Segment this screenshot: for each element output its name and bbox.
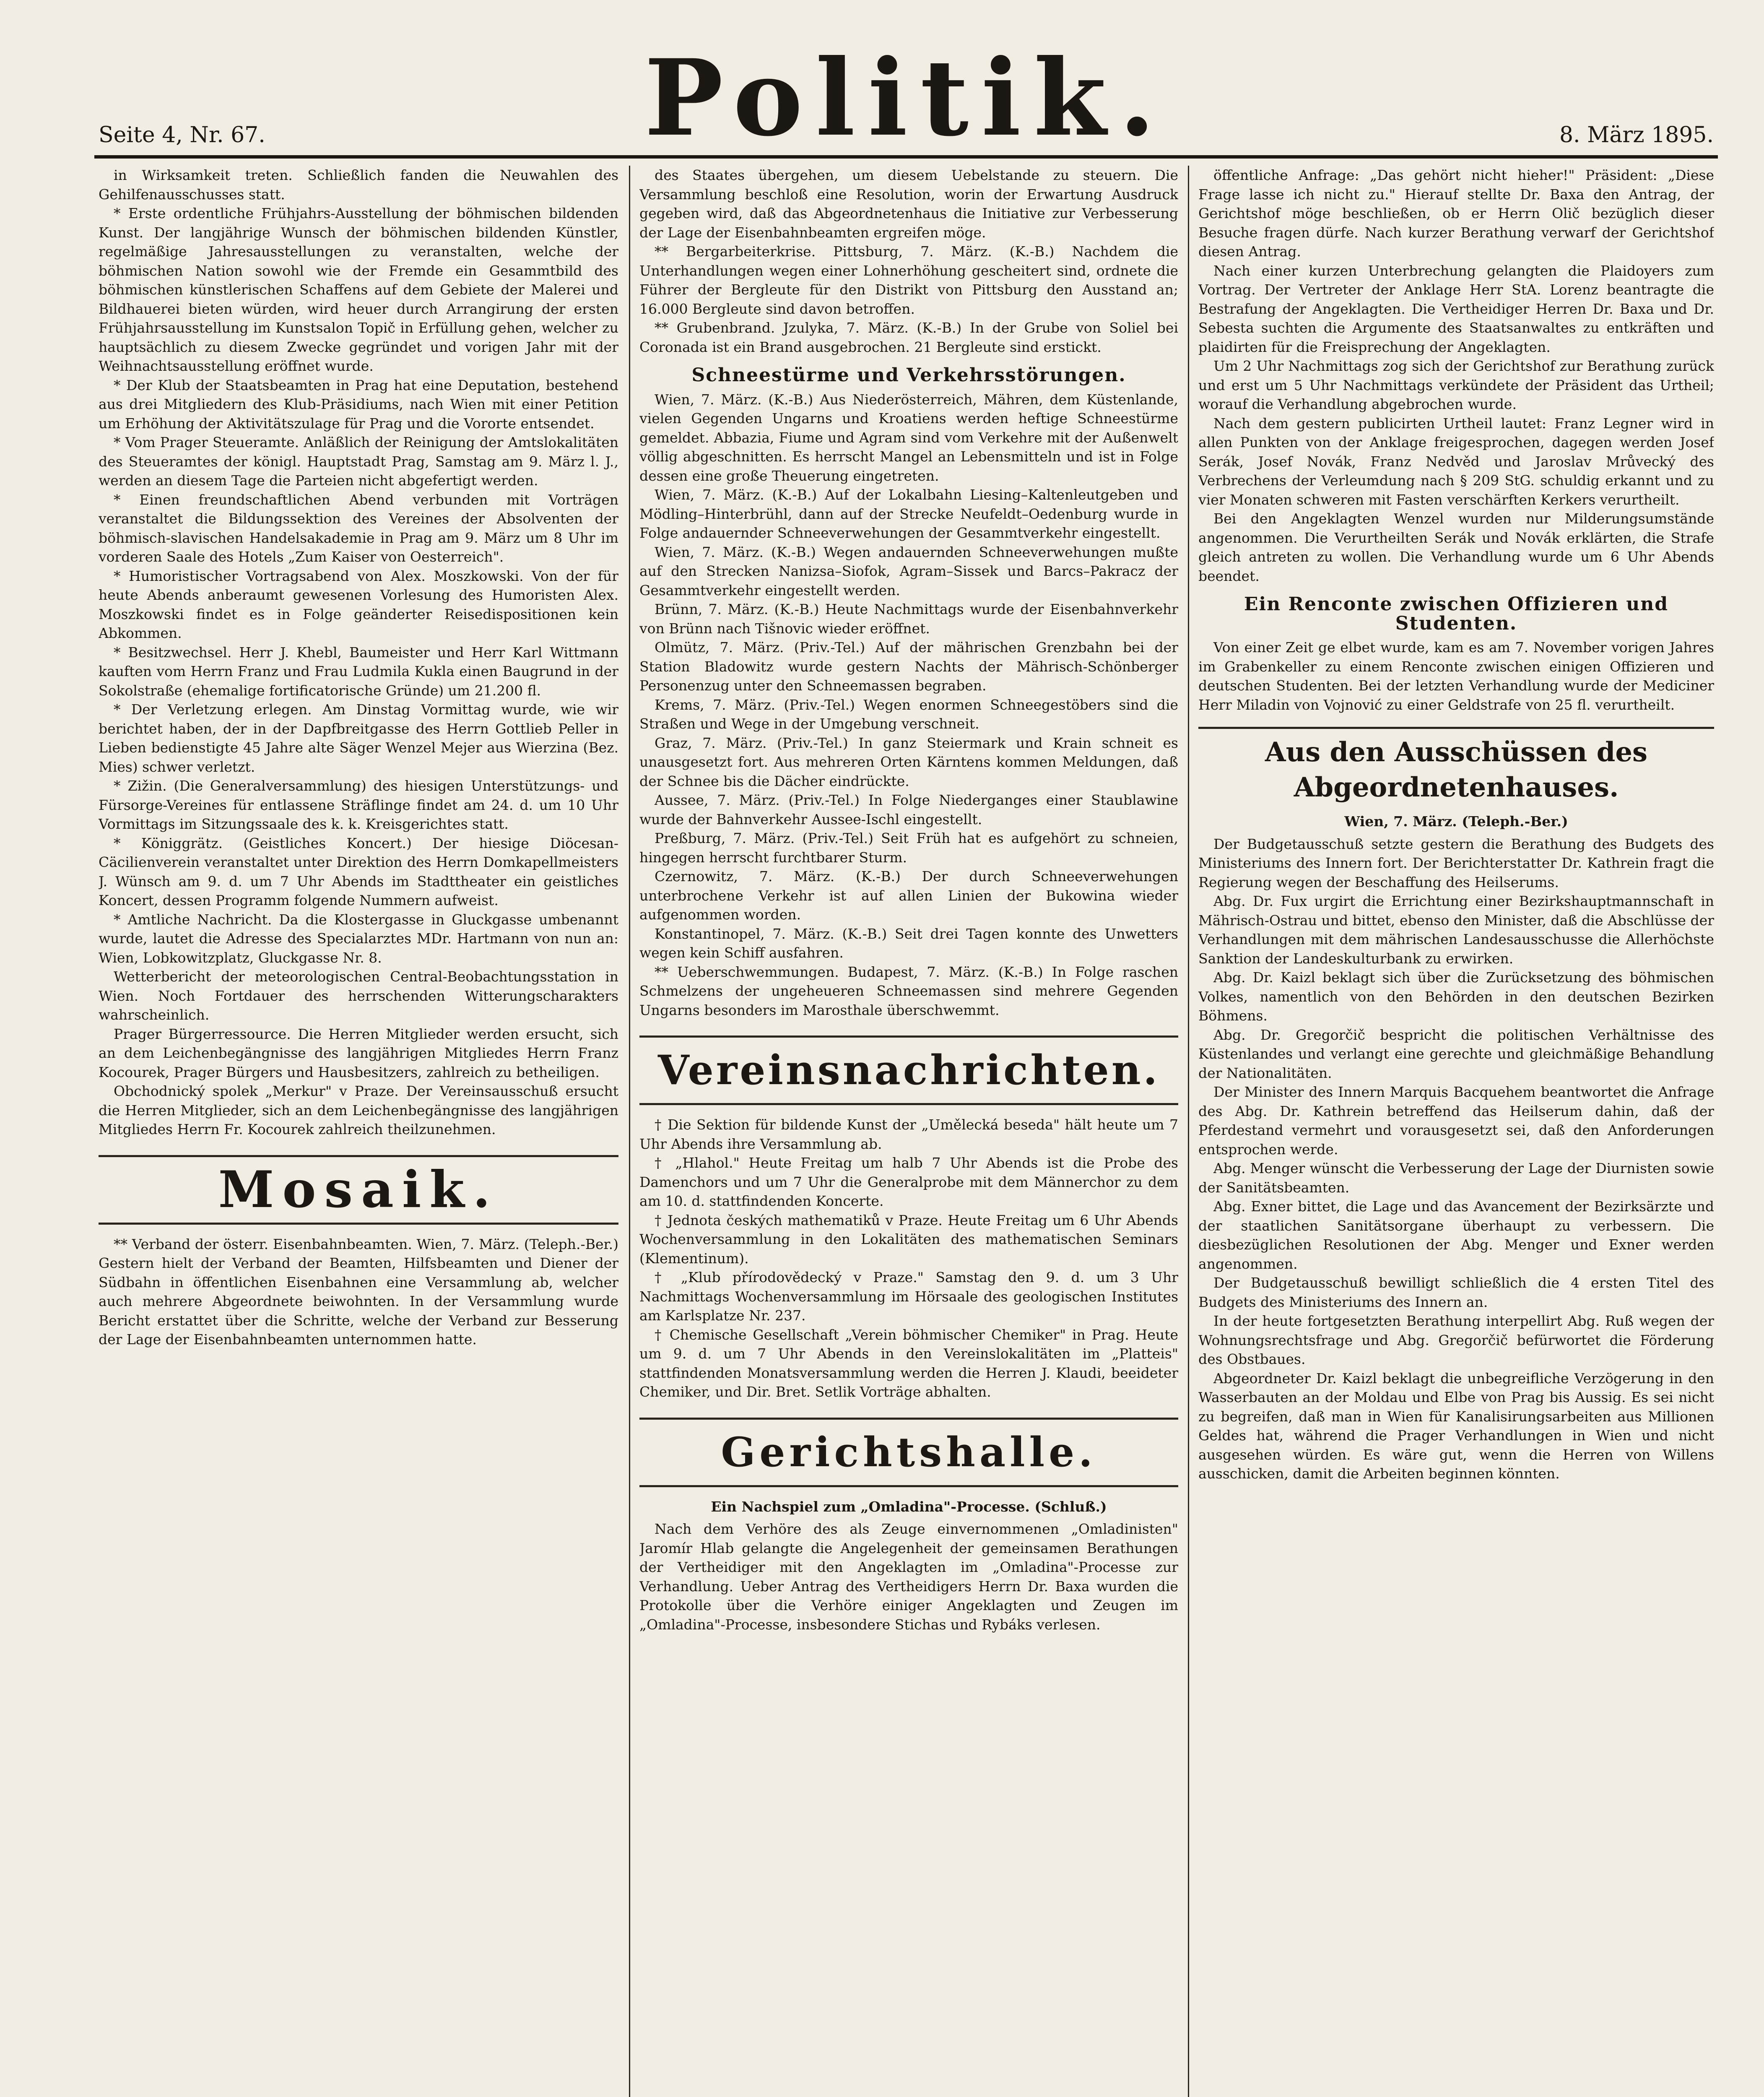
article: öffentliche Anfrage: „Das gehört nicht hieher!" Präsident: „Diese Frage lasse ich nicht zu." Hierauf stellte Dr. Baxa den Antrag, der Gerichtshof möge beschließen, ob er Herrn Olič bezüglich dieser Besuche fragen dürfe. Nach kurzer Berathung verwarf der Gerichtshof diesen Antrag. xyxy=(1198,167,1714,260)
article: Wien, 7. März. (K.-B.) Auf der Lokalbahn Liesing–Kaltenleutgeben und Mödling–Hinterbrühl, dann auf der Strecke Neufeldt–Oedenburg wurde in Folge andauernder Schneeverwehungen der Gesammtverkehr eingestellt. xyxy=(639,487,1178,541)
article: Wetterbericht der meteorologischen Central-Beobachtungsstation in Wien. Noch Fortdauer des herrschenden Witterungscharakters wahrscheinlich. xyxy=(99,968,618,1023)
section-heading-vereinsnachrichten: Vereinsnachrichten. xyxy=(639,1035,1178,1105)
article: Abgeordneter Dr. Kaizl beklagt die unbegreifliche Verzögerung in den Wasserbauten an der Moldau und Elbe von Prag bis Aussig. Es sei nicht zu begreifen, daß man in Wien für Kanalisirungsarbeiten aus Millionen Geldes hat, während die Prager Verhandlungen in Wien und nicht ausgesehen würden. Es wäre gut, wenn die Herren von Willens ausschicken, damit die Arbeiten beginnen könnten. xyxy=(1198,1370,1714,1482)
article: * Zižin. (Die Generalversammlung) des hiesigen Unterstützungs- und Fürsorge-Vereines für entlassene Sträflinge findet am 24. d. um 10 Uhr Vormittags im Sitzungssaale des k. k. Kreisgerichtes statt. xyxy=(99,778,618,832)
article: * Humoristischer Vortragsabend von Alex. Moszkowski. Von der für heute Abends anberaumt gewesenen Vorlesung des Humoristen Alex. Moszkowski findet es in Folge geänderter Reisedispositionen kein Abkommen. xyxy=(99,567,618,641)
article: ** Grubenbrand. Jzulyka, 7. März. (K.-B.) In der Grube von Soliel bei Coronada ist ein Brand ausgebrochen. 21 Bergleute sind erstickt. xyxy=(639,320,1178,355)
subsection-heading: Ein Renconte zwischen Offizieren und Studenten. xyxy=(1244,593,1669,634)
article: Abg. Dr. Kaizl beklagt sich über die Zurücksetzung des böhmischen Volkes, namentlich von den Behörden in den deutschen Bezirken Böhmens. xyxy=(1198,969,1714,1024)
article: ** Bergarbeiterkrise. Pittsburg, 7. März. (K.-B.) Nachdem die Unterhandlungen wegen einer Lohnerhöhung gescheitert sind, ordnete die Führer der Bergleute für den Distrikt von Pittsburg den Ausstand an; 16.000 Bergleute sind davon betroffen. xyxy=(639,243,1178,317)
column-3 xyxy=(1198,166,1714,2097)
article: * Königgrätz. (Geistliches Koncert.) Der hiesige Diöcesan-Cäcilienverein veranstaltet unter Direktion des Herrn Domkapellmeisters J. Wünsch am 9. d. um 7 Uhr Abends im Stadttheater ein geistliches Koncert, dessen Programm folgende Nummern aufweist. xyxy=(99,835,618,908)
article: Obchodnický spolek „Merkur" v Praze. Der Vereinsausschuß ersucht die Herren Mitglieder, sich an dem Leichenbegängnisse des langjährigen Mitgliedes Herrn Fr. Kocourek zahlreich theilzunehmen. xyxy=(99,1083,618,1137)
article: * Amtliche Nachricht. Da die Klostergasse in Gluckgasse umbenannt wurde, lautet die Adresse des Specialarztes MDr. Hartmann von nun an: Wien, Lobkowitzplatz, Gluckgasse Nr. 8. xyxy=(99,911,618,966)
article: † Die Sektion für bildende Kunst der „Umělecká beseda" hält heute um 7 Uhr Abends ihre Versammlung ab. xyxy=(639,1116,1178,1152)
article: † „Hlahol." Heute Freitag um halb 7 Uhr Abends ist die Probe des Damenchors und um 7 Uhr die Generalprobe mit dem Männerchor zu dem am 10. d. stattfindenden Koncerte. xyxy=(639,1155,1178,1209)
article: * Vom Prager Steueramte. Anläßlich der Reinigung der Amtslokalitäten des Steueramtes der königl. Hauptstadt Prag, Samstag am 9. März l. J., werden an diesem Tage die Parteien nicht abgefertigt werden. xyxy=(99,434,618,489)
article: Der Budgetausschuß bewilligt schließlich die 4 ersten Titel des Budgets des Ministeriums des Innern an. xyxy=(1198,1275,1714,1310)
article: des Staates übergehen, um diesem Uebelstande zu steuern. Die Versammlung beschloß eine Resolution, worin der Erwartung Ausdruck gegeben wird, daß das Abgeordnetenhaus die Initiative zur Verbesserung der Lage der Eisenbahnbeamten ergreifen möge. xyxy=(639,167,1178,241)
issue-date: 8. März 1895. xyxy=(1559,122,1714,148)
article: Graz, 7. März. (Priv.-Tel.) In ganz Steiermark und Krain schneit es unausgesetzt fort. Aus mehreren Orten Kärntens kommen Meldungen, daß der Schnee bis die Dächer eindrückte. xyxy=(639,734,1178,789)
article: Olmütz, 7. März. (Priv.-Tel.) Auf der mährischen Grenzbahn bei der Station Bladowitz wurde gestern Nachts der Mährisch-Schönberger Personenzug unter den Schneemassen begraben. xyxy=(639,639,1178,694)
article: Um 2 Uhr Nachmittags zog sich der Gerichtshof zur Berathung zurück und erst um 5 Uhr Nachmittags verkündete der Präsident das Urtheil; worauf die Verhandlung abgebrochen wurde. xyxy=(1198,358,1714,412)
column-rule xyxy=(629,166,630,2097)
article: Nach dem gestern publicirten Urtheil lautet: Franz Legner wird in allen Punkten von der Anklage freigesprochen, dagegen werden Josef Serák, Josef Novák, Franz Nedvěd und Jaroslav Mrůvecký des Verbrechens der Verleumdung nach § 209 StG. schuldig erkannt und zu vier Monaten schweren mit Fasten verschärften Kerkers verurtheilt. xyxy=(1198,415,1714,508)
article: In der heute fortgesetzten Berathung interpellirt Abg. Ruß wegen der Wohnungsrechtsfrage und Abg. Gregorčič befürwortet die Förderung des Obstbaues. xyxy=(1198,1313,1714,1367)
article: Von einer Zeit ge elbet wurde, kam es am 7. November vorigen Jahres im Grabenkeller zu einem Renconte zwischen einigen Offizieren und deutschen Studenten. Bei der letzten Verhandlung wurde der Mediciner Herr Miladin von Vojnović zu einer Geldstrafe von 25 fl. verurtheilt. xyxy=(1198,639,1714,713)
column-rule xyxy=(1188,166,1189,2097)
article: Abg. Dr. Fux urgirt die Errichtung einer Bezirkshauptmannschaft in Mährisch-Ostrau und bittet, ebenso den Minister, daß die Abschlüsse der Verhandlungen mit dem mährischen Landesausschusse die Allerhöchste Sanktion der Landeskulturbank zu erwirken. xyxy=(1198,893,1714,967)
column-1 xyxy=(99,166,618,2097)
article: Wien, 7. März. (K.-B.) Aus Niederösterreich, Mähren, dem Küstenlande, vielen Gegenden Ungarns und Kroatiens werden heftige Schneestürme gemeldet. Abbazia, Fiume und Agram sind vom Verkehre mit der Außenwelt völlig abgeschnitten. Es herrscht Mangel an Lebensmitteln und ist in Folge dessen eine große Theuerung eingetreten. xyxy=(639,391,1178,484)
article: * Einen freundschaftlichen Abend verbunden mit Vorträgen veranstaltet die Bildungssektion des Vereines der Absolventen der böhmisch-slavischen Handelsakademie in Prag am 9. März um 8 Uhr im vorderen Saale des Hotels „Zum Kaiser von Oesterreich". xyxy=(99,491,618,565)
article: * Erste ordentliche Frühjahrs-Ausstellung der böhmischen bildenden Kunst. Der langjährige Wunsch der böhmischen bildenden Künstler, regelmäßige Jahresausstellungen zu veranstalten, welche der böhmischen Nation sowohl wie der Fremde ein Gesammtbild des böhmischen künstlerischen Schaffens auf dem Gebiete der Malerei und Bildhauerei bieten würden, wird heuer durch Arrangirung der ersten Frühjahrsausstellung im Kunstsalon Topič in Erfüllung gehen, welcher zu hauptsächlich zu diesem Zwecke gegründet und vorigen Jahr mit der Weihnachtsausstellung eröffnet wurde. xyxy=(99,205,618,374)
section-title: Politik. xyxy=(644,36,1168,159)
article: * Besitzwechsel. Herr J. Khebl, Baumeister und Herr Karl Wittmann kauften vom Herrn Franz und Frau Ludmila Kukla einen Baugrund in der Sokolstraße (ehemalige fortificatorische Gründe) um 21.200 fl. xyxy=(99,644,618,699)
article: Krems, 7. März. (Priv.-Tel.) Wegen enormen Schneegestöbers sind die Straßen und Wege in der Umgebung verschneit. xyxy=(639,696,1178,732)
article: † Chemische Gesellschaft „Verein böhmischer Chemiker" in Prag. Heute um 9. d. um 7 Uhr Abends in den Vereinslokalitäten im „Platteis" stattfindenden Monatsversammlung werden die Herren J. Klaudi, beeideter Chemiker, und Dir. Bret. Setlik Vorträge abhalten. xyxy=(639,1326,1178,1400)
section-heading-mosaik: Mosaik. xyxy=(99,1155,618,1225)
article: Der Budgetausschuß setzte gestern die Berathung des Budgets des Ministeriums des Innern fort. Der Berichterstatter Dr. Kathrein fragt die Regierung wegen der Beschaffung des Heilserums. xyxy=(1198,835,1714,890)
article: Prager Bürgerressource. Die Herren Mitglieder werden ersucht, sich an dem Leichenbegängnisse des langjährigen Mitgliedes Herrn Franz Kocourek, Prager Bürgers und Hausbesitzers, zahlreich zu betheiligen. xyxy=(99,1025,618,1080)
dateline: Wien, 7. März. (Teleph.-Ber.) xyxy=(1344,813,1568,830)
section-heading-ausschuesse: Aus den Ausschüssen des Abgeordnetenhauses. xyxy=(1198,727,1714,805)
article: Preßburg, 7. März. (Priv.-Tel.) Seit Früh hat es aufgehört zu schneien, hingegen herrscht furchtbarer Sturm. xyxy=(639,830,1178,866)
article: † „Klub přírodovědecký v Praze." Samstag den 9. d. um 3 Uhr Nachmittags Wochenversammlung im Hörsaale des geologischen Institutes am Karlsplatze Nr. 237. xyxy=(639,1269,1178,1324)
article: ** Ueberschwemmungen. Budapest, 7. März. (K.-B.) In Folge raschen Schmelzens der ungeheueren Schneemassen sind mehrere Gegenden Ungarns besonders im Marosthale überschwemmt. xyxy=(639,963,1178,1018)
article: Der Minister des Innern Marquis Bacquehem beantwortet die Anfrage des Abg. Dr. Kathrein betreffend das Heilserum dahin, daß der Pferdestand vermehrt und vorausgesetzt sei, daß den Anforderungen entsprochen werde. xyxy=(1198,1084,1714,1158)
article: ** Verband der österr. Eisenbahnbeamten. Wien, 7. März. (Teleph.-Ber.) Gestern hielt der Verband der Beamten, Hilfsbeamten und Diener der Südbahn in öffentlichen Eisenbahnen eine Versammlung ab, welcher auch mehrere Abgeordnete beiwohnten. In der Versammlung wurde Bericht erstattet über die Schritte, welche der Verband zur Besserung der Lage der Eisenbahnbeamten unternommen hatte. xyxy=(99,1236,618,1348)
article: Brünn, 7. März. (K.-B.) Heute Nachmittags wurde der Eisenbahnverkehr von Brünn nach Tišnovic wieder eröffnet. xyxy=(639,601,1178,637)
article: in Wirksamkeit treten. Schließlich fanden die Neuwahlen des Gehilfenausschusses statt. xyxy=(99,167,618,203)
article: Abg. Menger wünscht die Verbesserung der Lage der Diurnisten sowie der Sanitätsbeamten. xyxy=(1198,1160,1714,1196)
article: Nach einer kurzen Unterbrechung gelangten die Plaidoyers zum Vortrag. Der Vertreter der Anklage Herr StA. Lorenz beantragte die Bestrafung der Angeklagten. Die Vertheidiger Herren Dr. Baxa und Dr. Sebesta suchten die Argumente des Staatsanwaltes zu entkräften und plaidirten für die Freisprechung der Angeklagten. xyxy=(1198,262,1714,355)
page-header xyxy=(94,17,1718,159)
subsection-heading: Schneestürme und Verkehrsstörungen. xyxy=(691,364,1126,386)
article: Abg. Dr. Gregorčič bespricht die politischen Verhältnisse des Küstenlandes und verlangt eine gerechte und gleichmäßige Behandlung der Nationalitäten. xyxy=(1198,1026,1714,1081)
article: Bei den Angeklagten Wenzel wurden nur Milderungsumstände angenommen. Die Verurtheilten Serák und Novák erklärten, die Strafe gleich antreten zu wollen. Die Verhandlung wurde um 6 Uhr Abends beendet. xyxy=(1198,510,1714,584)
column-2 xyxy=(639,166,1178,2097)
article: Nach dem Verhöre des als Zeuge einvernommenen „Omladinisten" Jaromír Hlab gelangte die Angelegenheit der gemeinsamen Berathungen der Vertheidiger mit den Angeklagten im „Omladina"-Processe zur Verhandlung. Ueber Antrag des Vertheidigers Herrn Dr. Baxa wurden die Protokolle über die Verhöre einiger Angeklagten und Zeugen im „Omladina"-Processe, insbesondere Stichas und Rybáks verlesen. xyxy=(639,1521,1178,1633)
article: * Der Verletzung erlegen. Am Dinstag Vormittag wurde, wie wir berichtet haben, der in der Dapfbreitgasse des Herrn Gottlieb Peller in Lieben bedienstigte 45 Jahre alte Säger Wenzel Mejer aus Wierzina (Bez. Mies) schwer verletzt. xyxy=(99,701,618,775)
section-heading-gerichtshalle: Gerichtshalle. xyxy=(639,1418,1178,1487)
article: Wien, 7. März. (K.-B.) Wegen andauernden Schneeverwehungen mußte auf den Strecken Nanizsa–Siofok, Agram–Sissek und Barcs–Pakracz der Gesammtverkehr eingestellt werden. xyxy=(639,544,1178,598)
article: Czernowitz, 7. März. (K.-B.) Der durch Schneeverwehungen unterbrochene Verkehr ist auf allen Linien der Bukowina wieder aufgenommen worden. xyxy=(639,868,1178,923)
article: * Der Klub der Staatsbeamten in Prag hat eine Deputation, bestehend aus drei Mitgliedern des Klub-Präsidiums, nach Wien mit einer Petition um Erhöhung der Aktivitätszulage für Prag und die Vororte entsendet. xyxy=(99,377,618,432)
article: Abg. Exner bittet, die Lage und das Avancement der Bezirksärzte und der staatlichen Sanitätsorgane überhaupt zu verbessern. Die diesbezüglichen Resolutionen der Abg. Menger und Exner werden angenommen. xyxy=(1198,1198,1714,1272)
article: † Jednota českých mathematiků v Praze. Heute Freitag um 6 Uhr Abends Wochenversammlung in den Lokalitäten des mathematischen Seminars (Klementinum). xyxy=(639,1212,1178,1267)
page-number: Seite 4, Nr. 67. xyxy=(99,122,265,148)
article-heading: Ein Nachspiel zum „Omladina"-Processe. (Schluß.) xyxy=(711,1498,1107,1515)
article: Konstantinopel, 7. März. (K.-B.) Seit drei Tagen konnte des Unwetters wegen kein Schiff ausfahren. xyxy=(639,925,1178,961)
article: Aussee, 7. März. (Priv.-Tel.) In Folge Niederganges einer Staublawine wurde der Bahnverkehr Aussee-Ischl eingestellt. xyxy=(639,792,1178,827)
